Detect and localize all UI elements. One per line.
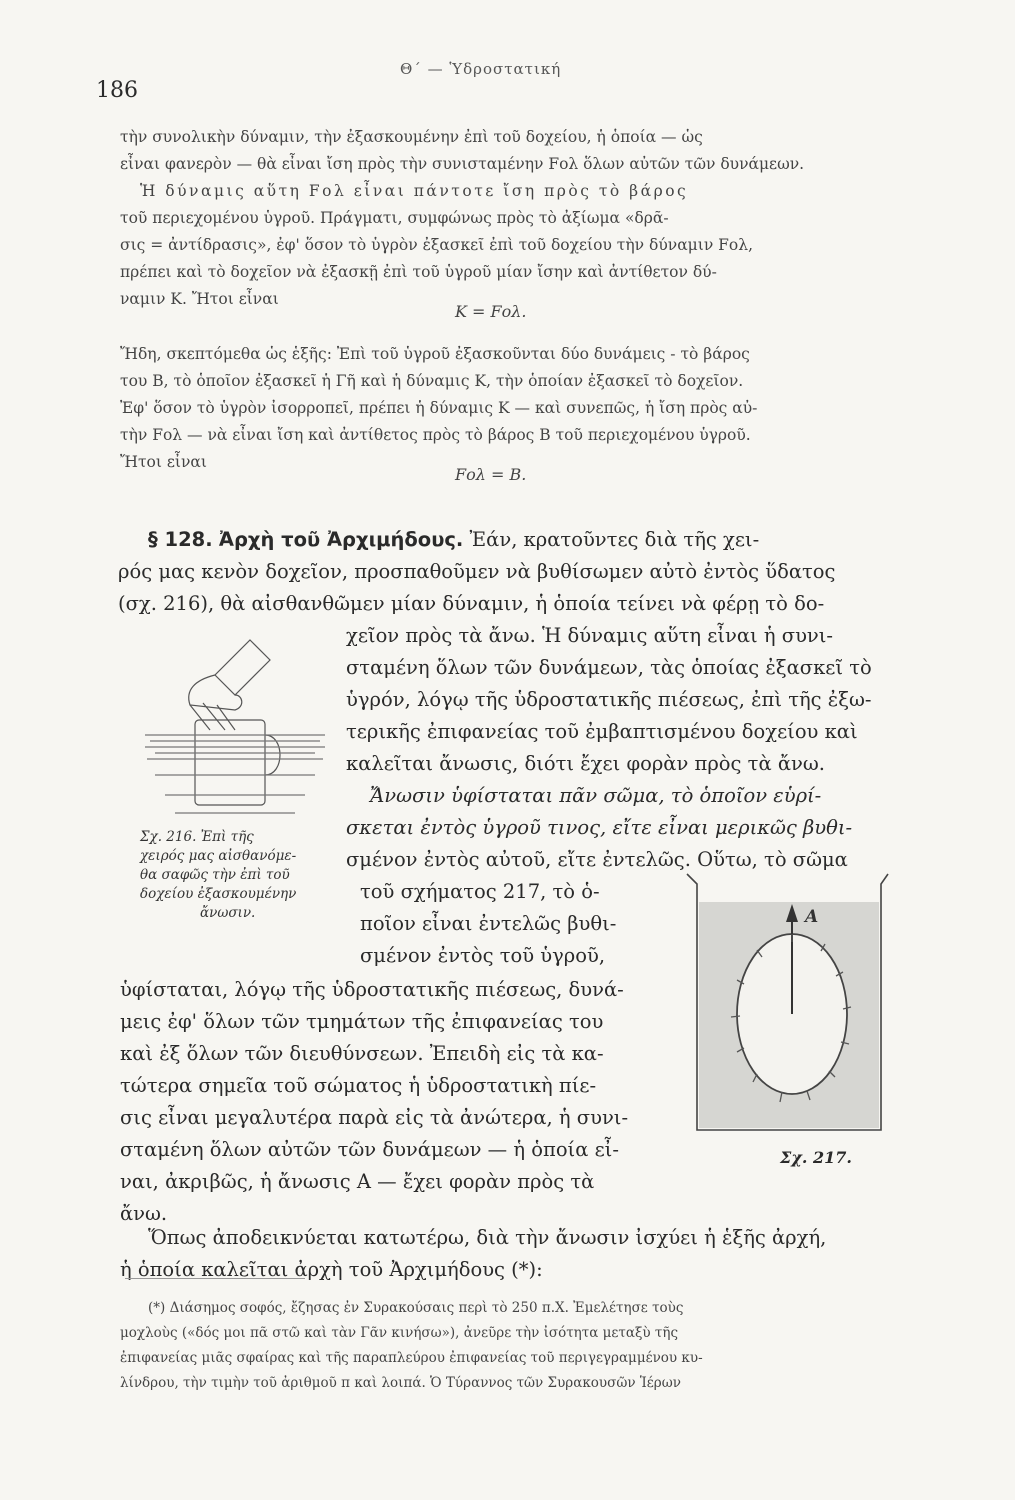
sleeve-cuff-icon (215, 640, 270, 695)
text-line: ποῖον εἶναι ἐντελῶς βυθι- (360, 912, 617, 935)
text-line: σμένον ἐντὸς αὐτοῦ, εἴτε ἐντελῶς. Οὕτω, τὸ σῶμα (346, 848, 848, 871)
text-line: τὴν συνολικὴν δύναμιν, τὴν ἐξασκουμένην ἐπὶ τοῦ δοχείου, ἡ ὁποία — ὡς (120, 128, 703, 146)
text-line: καὶ ἐξ ὅλων τῶν διευθύνσεων. Ἐπειδὴ εἰς τὰ κα- (120, 1042, 604, 1065)
text-line: σμένον ἐντὸς τοῦ ὑγροῦ, (360, 944, 606, 967)
text-line: σις = ἀντίδρασις», ἐφ' ὅσον τὸ ὑγρὸν ἐξασκεῖ ἐπὶ τοῦ δοχείου τὴν δύναμιν Fολ, (120, 236, 754, 254)
text-line: ναι, ἀκριβῶς, ἡ ἄνωσις A — ἔχει φορὰν πρὸς τὰ (120, 1170, 595, 1193)
hand-icon (189, 675, 242, 710)
footnote-line: (*) Διάσημος σοφός, ἔζησας ἐν Συρακούσαις περὶ τὸ 250 π.Χ. Ἐμελέτησε τοὺς (148, 1300, 684, 1316)
text-line: ὑγρόν, λόγῳ τῆς ὑδροστατικῆς πιέσεως, ἐπὶ τῆς ἐξω- (346, 688, 872, 711)
section-heading (148, 528, 759, 551)
text-line: Ἡ δύναμις αὕτη Fολ εἶναι πάντοτε ἴση πρὸς τὸ βάρος (140, 182, 689, 200)
text-line: του B, τὸ ὁποῖον ἐξασκεῖ ἡ Γῆ καὶ ἡ δύναμις K, τὴν ὁποίαν ἐξασκεῖ τὸ δοχεῖον. (120, 372, 744, 390)
figure-216 (135, 635, 335, 825)
text-line: τοῦ σχήματος 217, τὸ ὁ- (360, 880, 600, 903)
figure-217 (685, 872, 890, 1137)
text-line: σις εἶναι μεγαλυτέρα παρὰ εἰς τὰ ἀνώτερα, ἡ συνι- (120, 1106, 629, 1129)
text-line: Ἤτοι εἶναι (120, 453, 207, 471)
equation-k-equals-f: K = Fολ. (455, 302, 527, 321)
text-line: καλεῖται ἄνωσις, διότι ἔχει φορὰν πρὸς τὰ ἄνω. (346, 752, 825, 775)
text-line: ὑφίσταται, λόγῳ τῆς ὑδροστατικῆς πιέσεως, δυνά- (120, 978, 624, 1001)
text-line: (σχ. 216), θὰ αἰσθανθῶμεν μίαν δύναμιν, ἡ ὁποία τείνει νὰ φέρῃ τὸ δο- (118, 592, 825, 615)
text-line: Ἄνωσιν ὑφίσταται πᾶν σῶμα, τὸ ὁποῖον εὑρί- (370, 784, 822, 807)
section-title: Ἀρχὴ τοῦ Ἀρχιμήδους. (218, 528, 464, 551)
section-number: § 128. (148, 528, 213, 551)
text-line: τὴν Fολ — νὰ εἶναι ἴση καὶ ἀντίθετος πρὸς τὸ βάρος B τοῦ περιεχομένου ὑγροῦ. (120, 426, 751, 444)
footnote-line: μοχλοὺς («δός μοι πᾶ στῶ καὶ τὰν Γᾶν κινήσω»), ἀνεῦρε τὴν ἰσότητα μεταξὺ τῆς (120, 1325, 679, 1341)
figure-216-caption-line: ἄνωσιν. (200, 905, 256, 921)
text-line: πρέπει καὶ τὸ δοχεῖον νὰ ἐξασκῇ ἐπὶ τοῦ ὑγροῦ μίαν ἴσην καὶ ἀντίθετον δύ- (120, 263, 717, 281)
figure-216-caption-line: δοχείου ἐξασκουμένην (140, 886, 297, 902)
footnote-line: λίνδρου, τὴν τιμὴν τοῦ ἀριθμοῦ π καὶ λοιπά. Ὁ Τύραννος τῶν Συρακουσῶν Ἱέρων (120, 1375, 681, 1391)
text-line: τώτερα σημεῖα τοῦ σώματος ἡ ὑδροστατικὴ πίε- (120, 1074, 597, 1097)
text-line: Ἤδη, σκεπτόμεθα ὡς ἑξῆς: Ἐπὶ τοῦ ὑγροῦ ἐξασκοῦνται δύο δυνάμεις - τὸ βάρος (120, 345, 750, 363)
container-icon (195, 720, 265, 805)
text-line: χεῖον πρὸς τὰ ἄνω. Ἡ δύναμις αὕτη εἶναι ἡ συνι- (346, 624, 834, 647)
text-line: ρός μας κενὸν δοχεῖον, προσπαθοῦμεν νὰ βυθίσωμεν αὐτὸ ἐντὸς ὕδατος (118, 560, 836, 583)
footnote-line: ἐπιφανείας μιᾶς σφαίρας καὶ τῆς παραπλεύρου ἐπιφανείας τοῦ περιγεγραμμένου κυ- (120, 1350, 703, 1366)
running-head: Θ΄ — Ὑδροστατική (400, 60, 562, 78)
text-line: ἡ ὁποία καλεῖται ἀρχὴ τοῦ Ἀρχιμήδους (*): (120, 1258, 543, 1281)
text-line: τερικῆς ἐπιφανείας τοῦ ἐμβαπτισμένου δοχείου καὶ (346, 720, 858, 743)
text-line: ναμιν K. Ἤτοι εἶναι (120, 290, 279, 308)
force-label-a: A (805, 907, 819, 927)
text-line: Ἐφ' ὅσον τὸ ὑγρὸν ἰσορροπεῖ, πρέπει ἡ δύναμις K — καὶ συνεπῶς, ἡ ἴση πρὸς αὐ- (120, 399, 758, 417)
figure-216-caption-line: Σχ. 216. Ἐπὶ τῆς (140, 829, 254, 845)
text-line: σκεται ἐντὸς ὑγροῦ τινος, εἴτε εἶναι μερικῶς βυθι- (346, 816, 853, 839)
figure-216-caption-line: θα σαφῶς τὴν ἐπὶ τοῦ (140, 867, 290, 883)
text-line: εἶναι φανερὸν — θὰ εἶναι ἴση πρὸς τὴν συνισταμένην Fολ ὅλων αὐτῶν τῶν δυνάμεων. (120, 155, 805, 173)
footnote-divider (125, 1278, 305, 1279)
figure-216-caption-line: χειρός μας αἰσθανόμε- (140, 848, 297, 864)
text-line: σταμένη ὅλων αὐτῶν τῶν δυνάμεων — ἡ ὁποία εἶ- (120, 1138, 619, 1161)
page-number: 186 (96, 78, 138, 103)
text-line: μεις ἐφ' ὅλων τῶν τμημάτων τῆς ἐπιφανείας του (120, 1010, 604, 1033)
text-line: τοῦ περιεχομένου ὑγροῦ. Πράγματι, συμφώνως πρὸς τὸ ἀξίωμα «δρᾶ- (120, 209, 669, 227)
text-line: ἄνω. (120, 1202, 168, 1225)
section-first-line: Ἐάν, κρατοῦντες διὰ τῆς χει- (469, 528, 760, 551)
text-line: σταμένη ὅλων τῶν δυνάμεων, τὰς ὁποίας ἐξασκεῖ τὸ (346, 656, 872, 679)
equation-f-equals-b: Fολ = B. (455, 465, 527, 484)
figure-217-caption: Σχ. 217. (780, 1148, 852, 1167)
text-line: Ὅπως ἀποδεικνύεται κατωτέρω, διὰ τὴν ἄνωσιν ἰσχύει ἡ ἑξῆς ἀρχή, (148, 1226, 827, 1249)
